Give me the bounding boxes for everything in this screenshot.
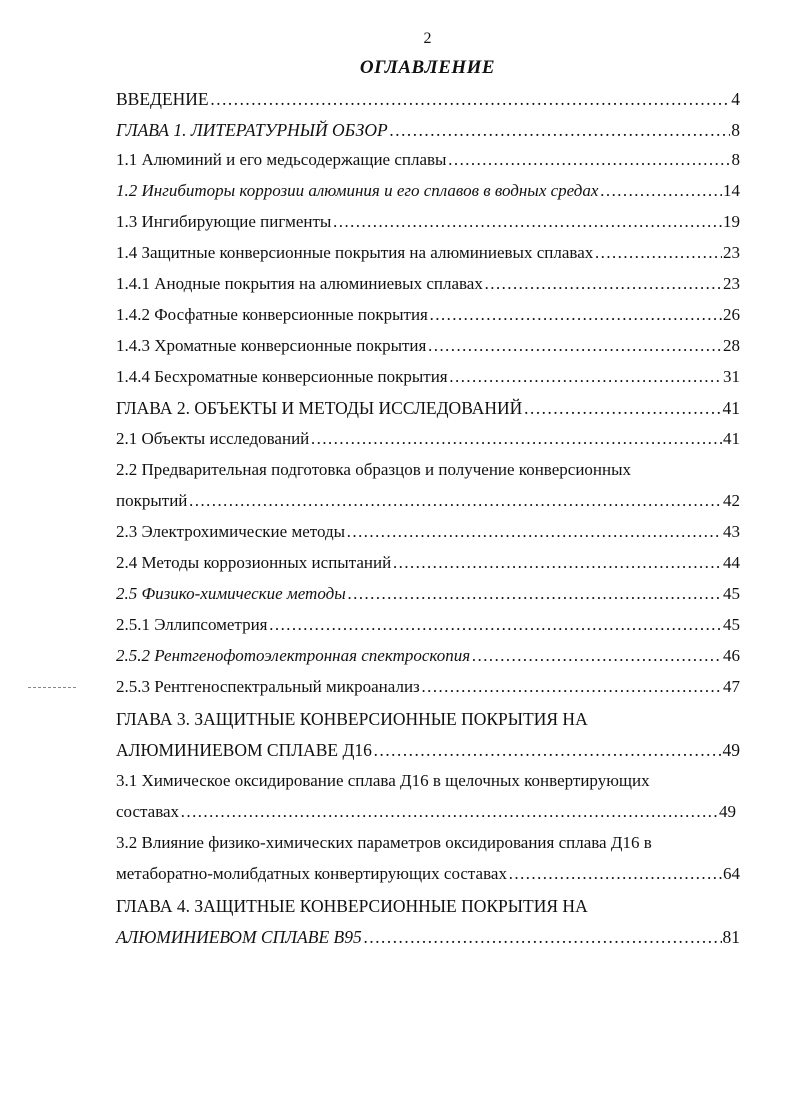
toc-entry-page: 41 bbox=[722, 398, 740, 418]
leader-dots bbox=[363, 927, 722, 948]
leader-dots bbox=[447, 150, 730, 170]
toc-entry-text: 1.4.2 Фосфатные конверсионные покрытия bbox=[116, 305, 428, 324]
toc-entry-page: 45 bbox=[723, 615, 740, 634]
leader-dots bbox=[471, 646, 722, 666]
toc-entry-page: 26 bbox=[723, 305, 740, 324]
toc-entry-1-4-2[interactable] bbox=[116, 305, 740, 331]
leader-dots bbox=[449, 367, 722, 387]
toc-entry-chapter-2[interactable] bbox=[116, 398, 740, 424]
leader-dots bbox=[427, 336, 722, 356]
toc-entry-page: 23 bbox=[723, 274, 740, 293]
toc-entry-text: 3.2 Влияние физико-химических параметров оксидирования сплава Д16 в bbox=[116, 833, 652, 852]
toc-entry-3-1-line1[interactable] bbox=[116, 771, 740, 797]
leader-dots bbox=[373, 740, 722, 761]
toc-entry-page: 19 bbox=[723, 212, 740, 231]
toc-entry-text: 3.1 Химическое оксидирование сплава Д16 в щелочных конвертирующих bbox=[116, 771, 650, 790]
toc-entry-text: 2.2 Предварительная подготовка образцов и получение конверсионных bbox=[116, 460, 632, 479]
toc-entry-2-2[interactable] bbox=[116, 491, 740, 517]
toc-entry-text: ГЛАВА 2. ОБЪЕКТЫ И МЕТОДЫ ИССЛЕДОВАНИЙ bbox=[116, 398, 523, 418]
toc-entry-text: 2.1 Объекты исследований bbox=[116, 429, 310, 448]
leader-dots bbox=[421, 677, 722, 697]
toc-entry-text: 2.4 Методы коррозионных испытаний bbox=[116, 553, 392, 572]
toc-entry-text: 1.4.4 Бесхроматные конверсионные покрытия bbox=[116, 367, 448, 386]
toc-entry-2-4[interactable] bbox=[116, 553, 740, 579]
toc-entry-text: АЛЮМИНИЕВОМ СПЛАВЕ В95 bbox=[116, 927, 362, 947]
toc-entry-chapter-3-line1[interactable] bbox=[116, 709, 740, 735]
toc-entry-page: 46 bbox=[723, 646, 740, 665]
toc-entry-text: 2.5.2 Рентгенофотоэлектронная спектроскопия bbox=[116, 646, 471, 665]
toc-entry-page: 8 bbox=[731, 150, 740, 169]
toc-entry-text: ВВЕДЕНИЕ bbox=[116, 89, 209, 109]
leader-dots bbox=[346, 522, 722, 542]
leader-dots bbox=[347, 584, 722, 604]
toc-entry-text: составах bbox=[116, 802, 180, 821]
toc-entry-page: 49 bbox=[719, 802, 736, 821]
toc-entry-text: метаборатно-молибдатных конвертирующих составах bbox=[116, 864, 507, 883]
leader-dots bbox=[484, 274, 722, 294]
toc-entry-page: 64 bbox=[723, 864, 740, 883]
toc-entry-text: 1.4 Защитные конверсионные покрытия на алюминиевых сплавах bbox=[116, 243, 594, 262]
leader-dots bbox=[523, 398, 721, 419]
toc-entry-text: 1.4.3 Хроматные конверсионные покрытия bbox=[116, 336, 427, 355]
leader-dots bbox=[389, 120, 731, 141]
toc-entry-1-2[interactable] bbox=[116, 181, 740, 207]
toc-entry-chapter-4-line1[interactable] bbox=[116, 896, 740, 922]
toc-entry-1-4-1[interactable] bbox=[116, 274, 740, 300]
toc-entry-introduction[interactable] bbox=[116, 89, 740, 115]
toc-entry-text: покрытий bbox=[116, 491, 188, 510]
toc-entry-chapter-3[interactable] bbox=[116, 740, 740, 766]
page-title: ОГЛАВЛЕНИЕ bbox=[359, 57, 496, 78]
leader-dots bbox=[180, 802, 718, 822]
leader-dots bbox=[429, 305, 722, 325]
leader-dots bbox=[599, 181, 722, 201]
toc-entry-chapter-1[interactable] bbox=[116, 120, 740, 146]
toc-entry-text: 2.3 Электрохимические методы bbox=[116, 522, 346, 541]
toc-entry-2-5-1[interactable] bbox=[116, 615, 740, 641]
toc-entry-3-2[interactable] bbox=[116, 864, 740, 890]
toc-entry-2-1[interactable] bbox=[116, 429, 740, 455]
toc-entry-page: 31 bbox=[723, 367, 740, 386]
toc-entry-text: ГЛАВА 3. ЗАЩИТНЫЕ КОНВЕРСИОННЫЕ ПОКРЫТИЯ НА bbox=[116, 709, 588, 729]
toc-entry-1-4-3[interactable] bbox=[116, 336, 740, 362]
toc-entry-page: 43 bbox=[723, 522, 740, 541]
toc-entry-2-5-2[interactable] bbox=[116, 646, 740, 672]
toc-entry-page: 47 bbox=[723, 677, 740, 696]
toc-entry-text: АЛЮМИНИЕВОМ СПЛАВЕ Д16 bbox=[116, 740, 372, 760]
toc-entry-2-5-3[interactable] bbox=[116, 677, 740, 703]
toc-entry-page: 45 bbox=[723, 584, 740, 603]
toc-entry-text: 1.1 Алюминий и его медьсодержащие сплавы bbox=[116, 150, 447, 169]
toc-entry-text: 1.2 Ингибиторы коррозии алюминия и его сплавов в водных средах bbox=[116, 181, 599, 200]
leader-dots bbox=[269, 615, 723, 635]
toc-entry-2-5[interactable] bbox=[116, 584, 740, 610]
toc-entry-text: ГЛАВА 4. ЗАЩИТНЫЕ КОНВЕРСИОННЫЕ ПОКРЫТИЯ НА bbox=[116, 896, 588, 916]
toc-entry-text: 1.3 Ингибирующие пигменты bbox=[116, 212, 332, 231]
toc-entry-page: 81 bbox=[722, 927, 740, 947]
toc-entry-page: 14 bbox=[723, 181, 740, 200]
toc-entry-text: 2.5.3 Рентгеноспектральный микроанализ bbox=[116, 677, 420, 696]
toc-entry-text: 1.4.1 Анодные покрытия на алюминиевых сплавах bbox=[116, 274, 483, 293]
toc-entry-page: 4 bbox=[731, 89, 740, 109]
toc-entry-text: ГЛАВА 1. ЛИТЕРАТУРНЫЙ ОБЗОР bbox=[116, 120, 388, 140]
leader-dots bbox=[508, 864, 722, 884]
leader-dots bbox=[594, 243, 722, 263]
toc-entry-1-4-4[interactable] bbox=[116, 367, 740, 393]
toc-entry-chapter-4[interactable] bbox=[116, 927, 740, 953]
leader-dots bbox=[310, 429, 722, 449]
toc-entry-text: 2.5 Физико-химические методы bbox=[116, 584, 346, 603]
margin-mark bbox=[28, 687, 76, 688]
page-number: 2 bbox=[423, 30, 432, 47]
toc-entry-page: 28 bbox=[723, 336, 740, 355]
toc-entry-1-4[interactable] bbox=[116, 243, 740, 269]
toc-entry-page: 49 bbox=[722, 740, 740, 760]
toc-entry-page: 42 bbox=[723, 491, 740, 510]
toc-entry-page: 23 bbox=[723, 243, 740, 262]
toc-entry-1-3[interactable] bbox=[116, 212, 740, 238]
toc-entry-text: 2.5.1 Эллипсометрия bbox=[116, 615, 268, 634]
toc-entry-1-1[interactable] bbox=[116, 150, 740, 176]
leader-dots bbox=[210, 89, 731, 110]
toc-entry-2-3[interactable] bbox=[116, 522, 740, 548]
toc-entry-page: 44 bbox=[723, 553, 740, 572]
leader-dots bbox=[332, 212, 722, 232]
toc-entry-3-1[interactable] bbox=[116, 802, 736, 828]
toc-entry-page: 8 bbox=[731, 120, 740, 140]
leader-dots bbox=[392, 553, 722, 573]
toc-entry-page: 41 bbox=[723, 429, 740, 448]
leader-dots bbox=[188, 491, 722, 511]
toc-entry-2-2-line1[interactable] bbox=[116, 460, 740, 486]
toc-entry-3-2-line1[interactable] bbox=[116, 833, 740, 859]
